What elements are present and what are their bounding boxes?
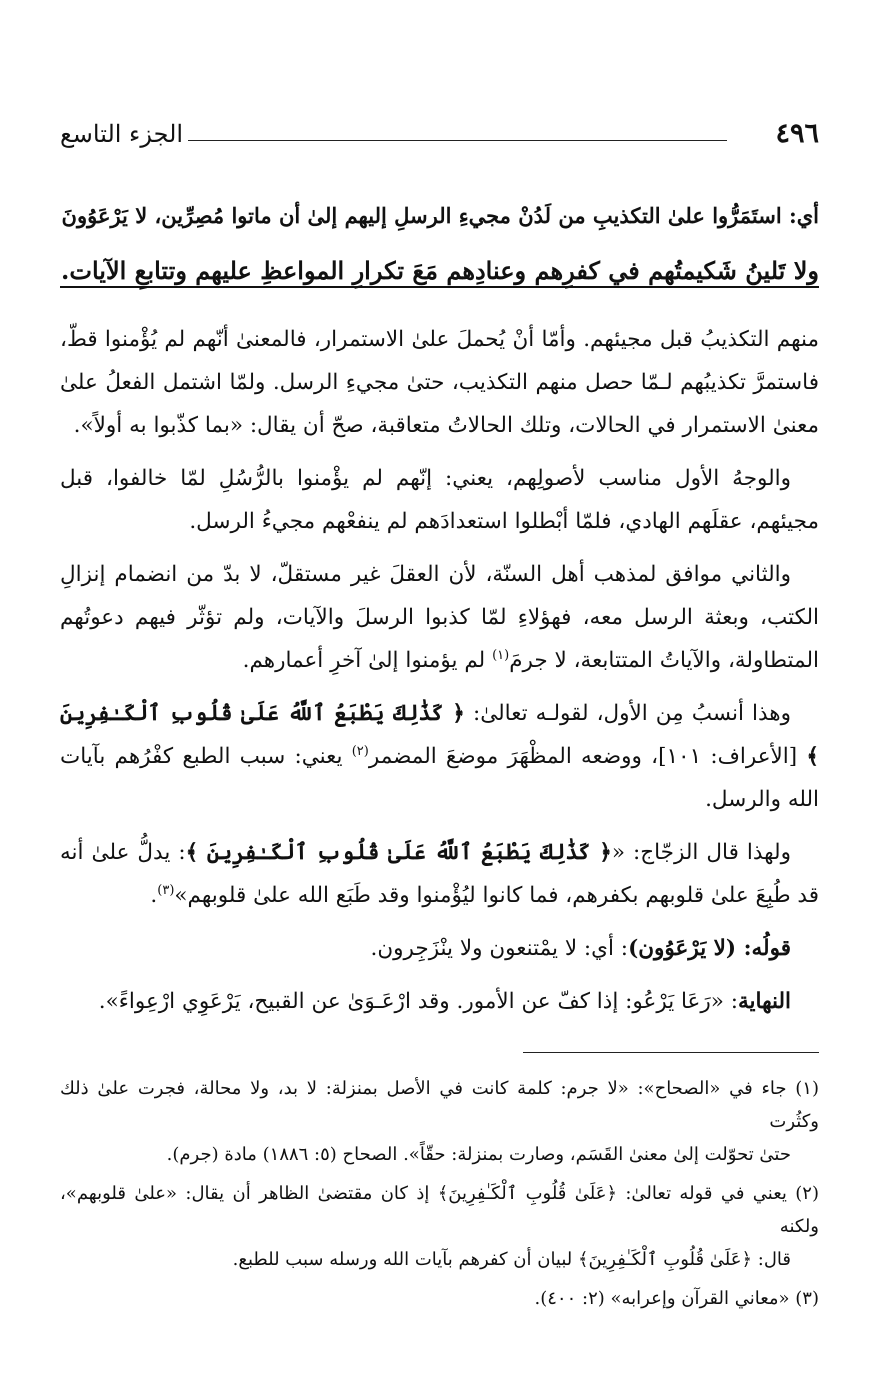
footnotes xyxy=(60,1072,819,1321)
footnote-line: (٣) «معاني القرآن وإعرابه» (٢: ٤٠٠). xyxy=(534,1288,819,1309)
paragraph-text: والثاني موافق لمذهب أهل السنّة، لأن العقلَ غير مستقلّ، لا بدّ من انضمام إنزالِ الكتب، وبعثة الرسل معه، فهؤلاءِ لمّا كذبوا الرسلَ والآيات، ولم تؤثّر فيهم دعوتُهم المتطاولة، والآياتُ المتتابعة، لا جرمَ xyxy=(60,562,819,673)
paragraph-text: ولهذا قال الزجّاج: « xyxy=(611,840,791,865)
footnote-line: حتىٰ تحوّلت إلىٰ معنىٰ القَسَم، وصارت بمنزلة: حقّاً». الصحاح (٥: ١٨٨٦) مادة (جرم). xyxy=(166,1144,791,1165)
paragraph-text: : «رَعَا يَرْعُو: إذا كفّ عن الأمور. وقد ارْعَـوَىٰ عن القبيح، يَرْعَوِي ارْعِواءً». xyxy=(98,989,739,1014)
paragraph: والوجهُ الأول مناسب لأصولِهم، يعني: إنّهم لم يؤْمنوا بالرُّسُلِ لمّا خالفوا، قبل مجيئهم، عقلَهم الهادي، فلمّا أبْطلوا استعدادَهم لم ينفعْهم مجيءُ الرسل. xyxy=(60,466,819,534)
paragraph xyxy=(60,980,819,1023)
paragraph-text: . xyxy=(150,883,158,908)
page-number: ٤٩٦ xyxy=(775,118,819,149)
paragraph xyxy=(60,692,819,821)
quranic-verse: ﴿ كَذَٰلِكَ يَطْبَعُ ٱللَّهُ عَلَىٰ قُلُوبِ ٱلْكَـٰفِرِينَ ﴾ xyxy=(60,701,819,769)
lemma-heading: قولُه: (لا يَرْعَوُون) xyxy=(628,936,791,961)
quoted-commentary xyxy=(60,188,819,298)
quote-line: أي: استَمَرُّوا علىٰ التكذيبِ من لَدُنْ مجيءِ الرسلِ إليهم إلىٰ أن ماتوا مُصِرِّين، لا يَرْعَوُونَ xyxy=(61,203,819,228)
paragraph xyxy=(60,927,819,970)
paragraph: منهم التكذيبُ قبل مجيئهم. وأمّا أنْ يُحملَ علىٰ الاستمرار، فالمعنىٰ أنّهم لم يُؤْمنوا قطّ، فاستمرَّ تكذيبُهم لـمّا حصل منهم التكذيب، حتىٰ مجيءِ الرسل. ولمّا اشتمل الفعلُ علىٰ معنىٰ الاستمرار في الحالات، وتلك الحالاتُ متعاقبة، صحّ أن يقال: «بما كذّبوا به أولاً». xyxy=(60,327,819,438)
footnote-1 xyxy=(60,1072,819,1171)
quote-line: ولا تَلينُ شَكيمتُهم في كفرِهم وعنادِهم مَعَ تكرارِ المواعظِ عليهم وتتابعِ الآيات. xyxy=(61,256,819,285)
footnote-ref[interactable]: (٣) xyxy=(157,882,175,898)
running-header xyxy=(60,116,819,156)
paragraph-text: [الأعراف: ١٠١]، ووضعه المظْهَرَ موضعَ المضمر xyxy=(368,744,807,769)
paragraph-text: يعني: سبب الطبع كفْرُهم بآيات الله والرسل. xyxy=(60,744,819,812)
quote-separator-rule xyxy=(60,286,819,288)
footnote-line: (٢) يعني في قوله تعالىٰ: ﴿عَلَىٰ قُلُوبِ ٱلْكَـٰفِرِينَ﴾ إذ كان مقتضىٰ الظاهر أن يقال: «علىٰ قلوبهم»، ولكنه xyxy=(60,1183,819,1237)
book-page xyxy=(60,0,819,1393)
paragraph-text: وهذا أنسبُ مِن الأول، لقولـه تعالىٰ: xyxy=(464,701,791,726)
quranic-verse: ﴿ كَذَٰلِكَ يَطْبَعُ ٱللَّهُ عَلَىٰ قُلُوبِ ٱلْكَـٰفِرِينَ ﴾ xyxy=(185,840,612,865)
paragraph-text: : يدلُّ علىٰ أنه قد طُبِعَ علىٰ قلوبهم بكفرهم، فما كانوا ليُؤْمنوا وقد طَبَع الله علىٰ قلوبهم» xyxy=(60,840,819,908)
footnote-ref[interactable]: (١) xyxy=(492,647,510,663)
footnote-2 xyxy=(60,1177,819,1276)
footnote-line: قال: ﴿عَلَىٰ قُلُوبِ ٱلْكَـٰفِرِينَ﴾ لبيان أن كفرهم بآيات الله ورسله سبب للطبع. xyxy=(232,1249,791,1270)
source-name: النهاية xyxy=(738,989,791,1014)
paragraph-text: : أي: لا يمْتنعون ولا ينْزَجِرون. xyxy=(370,936,629,961)
footnote-line: (١) جاء في «الصحاح»: «لا جرم: كلمة كانت في الأصل بمنزلة: لا بد، ولا محالة، فجرت علىٰ ذلك وكثُرت xyxy=(60,1078,819,1132)
paragraph xyxy=(60,831,819,917)
footnote-3 xyxy=(60,1282,819,1315)
footnote-rule xyxy=(523,1052,819,1053)
header-rule xyxy=(188,140,727,141)
paragraph xyxy=(60,553,819,682)
body-text xyxy=(60,318,819,1033)
running-title: الجزء التاسع xyxy=(60,120,184,148)
paragraph-text: لم يؤمنوا إلىٰ آخرِ أعمارهم. xyxy=(242,648,493,673)
footnote-ref[interactable]: (٢) xyxy=(351,743,369,759)
